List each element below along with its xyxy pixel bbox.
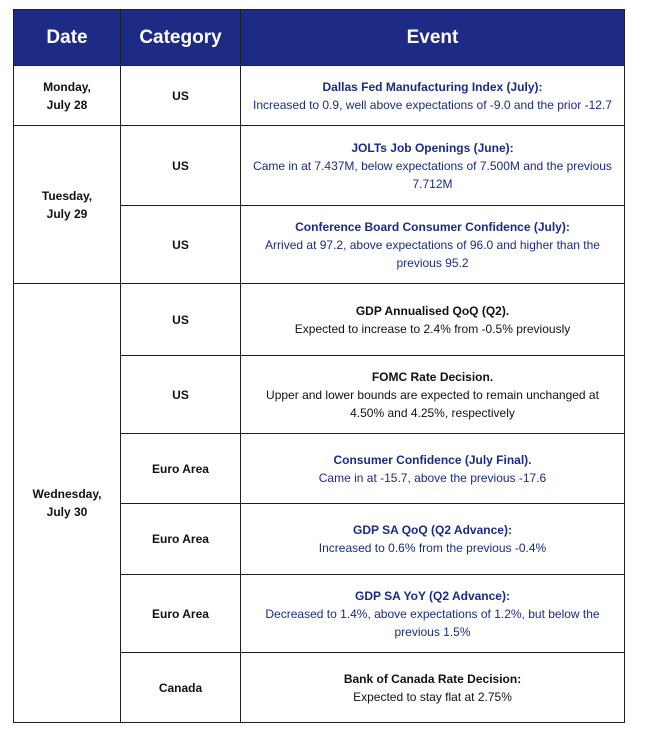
event-desc: Expected to increase to 2.4% from -0.5% previously — [294, 321, 571, 336]
table-row — [14, 284, 625, 356]
event-desc: Came in at 7.437M, below expectations of 7.500M and the previous 7.712M — [253, 158, 612, 191]
date-cell — [14, 66, 121, 126]
event-title: Conference Board Consumer Confidence (July): — [295, 219, 570, 234]
date-cell — [14, 126, 121, 284]
category-cell: US — [121, 66, 241, 126]
event-title: JOLTs Job Openings (June): — [351, 140, 514, 155]
event-desc: Arrived at 97.2, above expectations of 96.0 and higher than the previous 95.2 — [265, 237, 600, 270]
event-desc: Increased to 0.9, well above expectations of -9.0 and the prior -12.7 — [253, 97, 612, 112]
header-date: Date — [14, 10, 121, 66]
category-cell: Euro Area — [121, 575, 241, 653]
event-title: Bank of Canada Rate Decision: — [343, 671, 522, 686]
event-cell — [241, 66, 625, 126]
event-desc: Decreased to 1.4%, above expectations of 1.2%, but below the previous 1.5% — [265, 606, 600, 639]
economic-calendar — [13, 9, 624, 723]
category-cell: Canada — [121, 653, 241, 723]
category-cell: Euro Area — [121, 504, 241, 575]
event-title: Consumer Confidence (July Final). — [333, 452, 532, 467]
date-month: July 28 — [46, 97, 88, 112]
event-cell — [241, 284, 625, 356]
event-title: GDP Annualised QoQ (Q2). — [355, 303, 510, 318]
event-desc: Came in at -15.7, above the previous -17.6 — [318, 470, 547, 485]
date-day: Monday, — [43, 79, 91, 94]
category-cell: US — [121, 356, 241, 434]
event-title: FOMC Rate Decision. — [371, 369, 494, 384]
event-desc: Increased to 0.6% from the previous -0.4% — [318, 541, 547, 555]
event-cell — [241, 575, 625, 653]
date-cell — [14, 284, 121, 723]
table-row — [14, 126, 625, 206]
header-event: Event — [241, 10, 625, 66]
event-cell — [241, 356, 625, 434]
event-title: GDP SA QoQ (Q2 Advance): — [353, 523, 512, 537]
events-table — [13, 9, 625, 723]
date-month: July 30 — [46, 505, 88, 519]
event-cell — [241, 504, 625, 575]
category-cell: US — [121, 284, 241, 356]
category-cell: US — [121, 206, 241, 284]
header-category: Category — [121, 10, 241, 66]
category-cell: Euro Area — [121, 434, 241, 504]
date-month: July 29 — [46, 206, 88, 221]
category-cell: US — [121, 126, 241, 206]
date-day: Tuesday, — [41, 188, 93, 203]
event-desc: Upper and lower bounds are expected to remain unchanged at 4.50% and 4.25%, respectively — [266, 387, 599, 420]
event-desc: Expected to stay flat at 2.75% — [353, 689, 512, 704]
event-cell — [241, 126, 625, 206]
event-cell — [241, 434, 625, 504]
event-cell — [241, 206, 625, 284]
header-row — [14, 10, 625, 66]
date-day: Wednesday, — [32, 487, 102, 501]
event-title: GDP SA YoY (Q2 Advance): — [355, 588, 510, 603]
event-cell — [241, 653, 625, 723]
table-row — [14, 66, 625, 126]
event-title: Dallas Fed Manufacturing Index (July): — [322, 79, 543, 94]
